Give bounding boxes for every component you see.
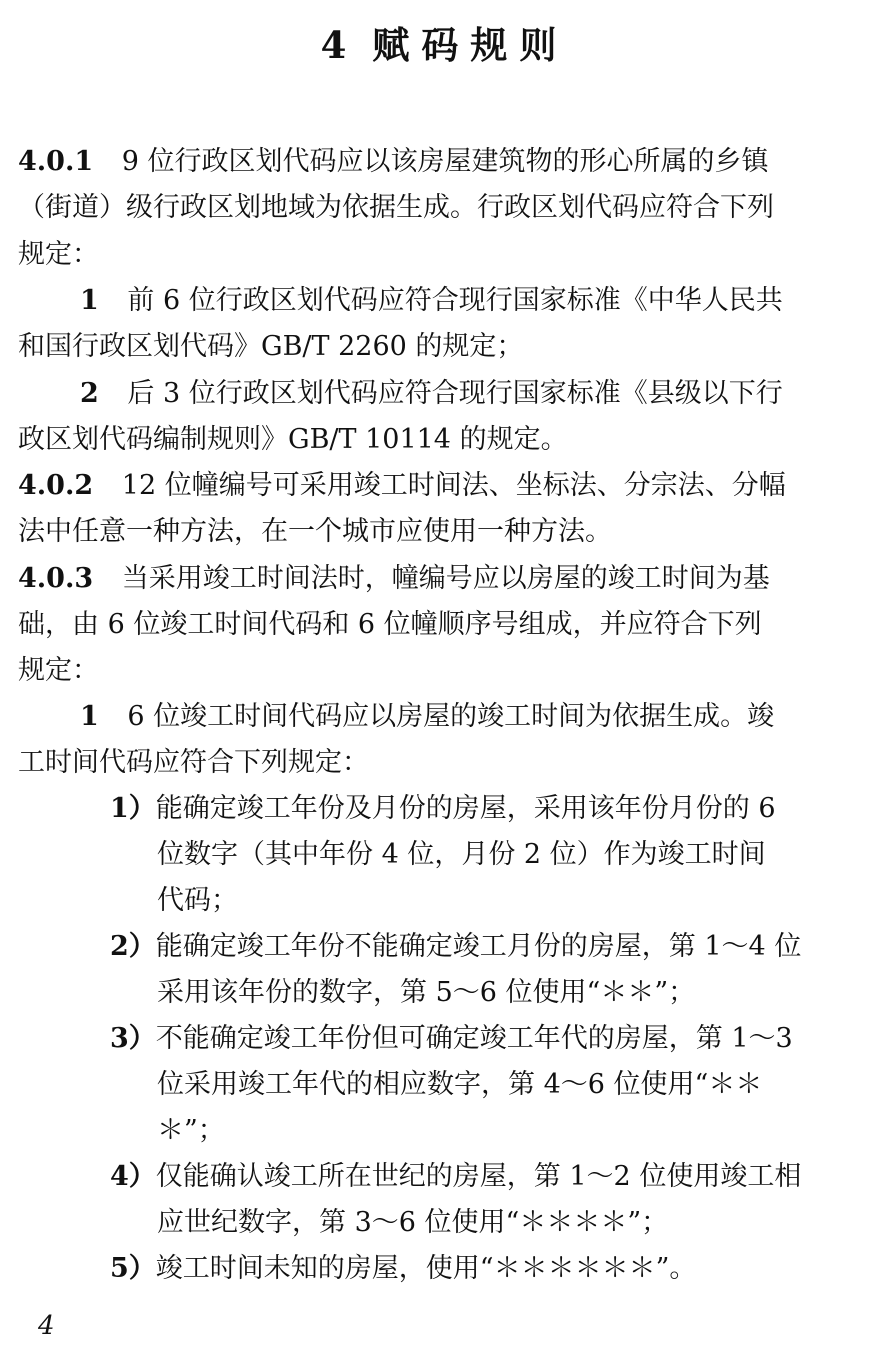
item-number: 1 bbox=[80, 701, 99, 732]
clause-4-0-1-line-3: 规定： bbox=[18, 239, 99, 270]
clause-4-0-1-item-2-line-2: 政区划代码编制规则》GB/T 10114 的规定。 bbox=[18, 424, 568, 455]
sub-item-1-line-1 bbox=[110, 789, 776, 829]
clause-4-0-1-line-2: （街道）级行政区划地域为依据生成。行政区划代码应符合下列 bbox=[18, 192, 774, 223]
clause-4-0-1-item-1-line-1 bbox=[80, 281, 783, 321]
sub-item-2-line-1 bbox=[110, 927, 801, 967]
sub-item-text: 能确定竣工年份不能确定竣工月份的房屋，第 1～4 位 bbox=[155, 931, 802, 962]
sub-item-3-line-3: ＊”； bbox=[157, 1115, 225, 1146]
clause-4-0-3-line-2: 础，由 6 位竣工时间代码和 6 位幢顺序号组成，并应符合下列 bbox=[18, 609, 762, 640]
clause-4-0-1-item-2-line-1 bbox=[80, 374, 783, 414]
sub-item-1-line-3: 代码； bbox=[157, 885, 238, 916]
sub-item-4-line-1 bbox=[110, 1157, 801, 1197]
sub-item-number: 3） bbox=[110, 1023, 156, 1054]
sub-item-text: 不能确定竣工年份但可确定竣工年代的房屋，第 1～3 bbox=[155, 1023, 793, 1054]
sub-item-text: 竣工时间未知的房屋，使用“＊＊＊＊＊＊”。 bbox=[155, 1253, 697, 1284]
sub-item-3-line-1 bbox=[110, 1019, 793, 1059]
sub-item-text: 能确定竣工年份及月份的房屋，采用该年份月份的 6 bbox=[155, 793, 776, 824]
clause-4-0-1-item-1-line-2: 和国行政区划代码》GB/T 2260 的规定； bbox=[18, 331, 524, 362]
sub-item-text: 仅能确认竣工所在世纪的房屋，第 1～2 位使用竣工相 bbox=[155, 1161, 802, 1192]
item-number: 1 bbox=[80, 285, 99, 316]
clause-4-0-3-item-1-line-2: 工时间代码应符合下列规定： bbox=[18, 747, 369, 778]
clause-4-0-3-line-1 bbox=[18, 559, 770, 599]
chapter-name: 赋码规则 bbox=[372, 23, 569, 67]
sub-item-number: 5） bbox=[110, 1253, 156, 1284]
sub-item-4-line-2: 应世纪数字，第 3～6 位使用“＊＊＊＊”； bbox=[157, 1207, 669, 1238]
sub-item-number: 2） bbox=[110, 931, 156, 962]
item-text: 6 位竣工时间代码应以房屋的竣工时间为依据生成。竣 bbox=[127, 701, 775, 732]
sub-item-1-line-2: 位数字（其中年份 4 位，月份 2 位）作为竣工时间 bbox=[157, 839, 766, 870]
sub-item-5-line-1 bbox=[110, 1249, 696, 1289]
clause-text: 12 位幢编号可采用竣工时间法、坐标法、分宗法、分幅 bbox=[121, 470, 786, 501]
clause-4-0-2-line-2: 法中任意一种方法，在一个城市应使用一种方法。 bbox=[18, 516, 612, 547]
clause-number: 4.0.3 bbox=[18, 563, 94, 594]
sub-item-3-line-2: 位采用竣工年代的相应数字，第 4～6 位使用“＊＊ bbox=[157, 1069, 763, 1100]
clause-4-0-3-item-1-line-1 bbox=[80, 697, 774, 737]
item-number: 2 bbox=[80, 378, 99, 409]
clause-4-0-2-line-1 bbox=[18, 466, 786, 506]
chapter-title bbox=[0, 18, 889, 72]
sub-item-2-line-2: 采用该年份的数字，第 5～6 位使用“＊＊”； bbox=[157, 977, 696, 1008]
clause-4-0-3-line-3: 规定： bbox=[18, 655, 99, 686]
sub-item-number: 4） bbox=[110, 1161, 156, 1192]
clause-4-0-1-line-1 bbox=[18, 142, 769, 182]
sub-item-number: 1） bbox=[110, 793, 156, 824]
clause-number: 4.0.1 bbox=[18, 146, 94, 177]
clause-text: 当采用竣工时间法时，幢编号应以房屋的竣工时间为基 bbox=[121, 563, 770, 594]
page-number: 4 bbox=[38, 1311, 55, 1341]
chapter-number: 4 bbox=[320, 23, 359, 67]
item-text: 后 3 位行政区划代码应符合现行国家标准《县级以下行 bbox=[127, 378, 783, 409]
item-text: 前 6 位行政区划代码应符合现行国家标准《中华人民共 bbox=[127, 285, 783, 316]
clause-text: 9 位行政区划代码应以该房屋建筑物的形心所属的乡镇 bbox=[121, 146, 769, 177]
clause-number: 4.0.2 bbox=[18, 470, 94, 501]
